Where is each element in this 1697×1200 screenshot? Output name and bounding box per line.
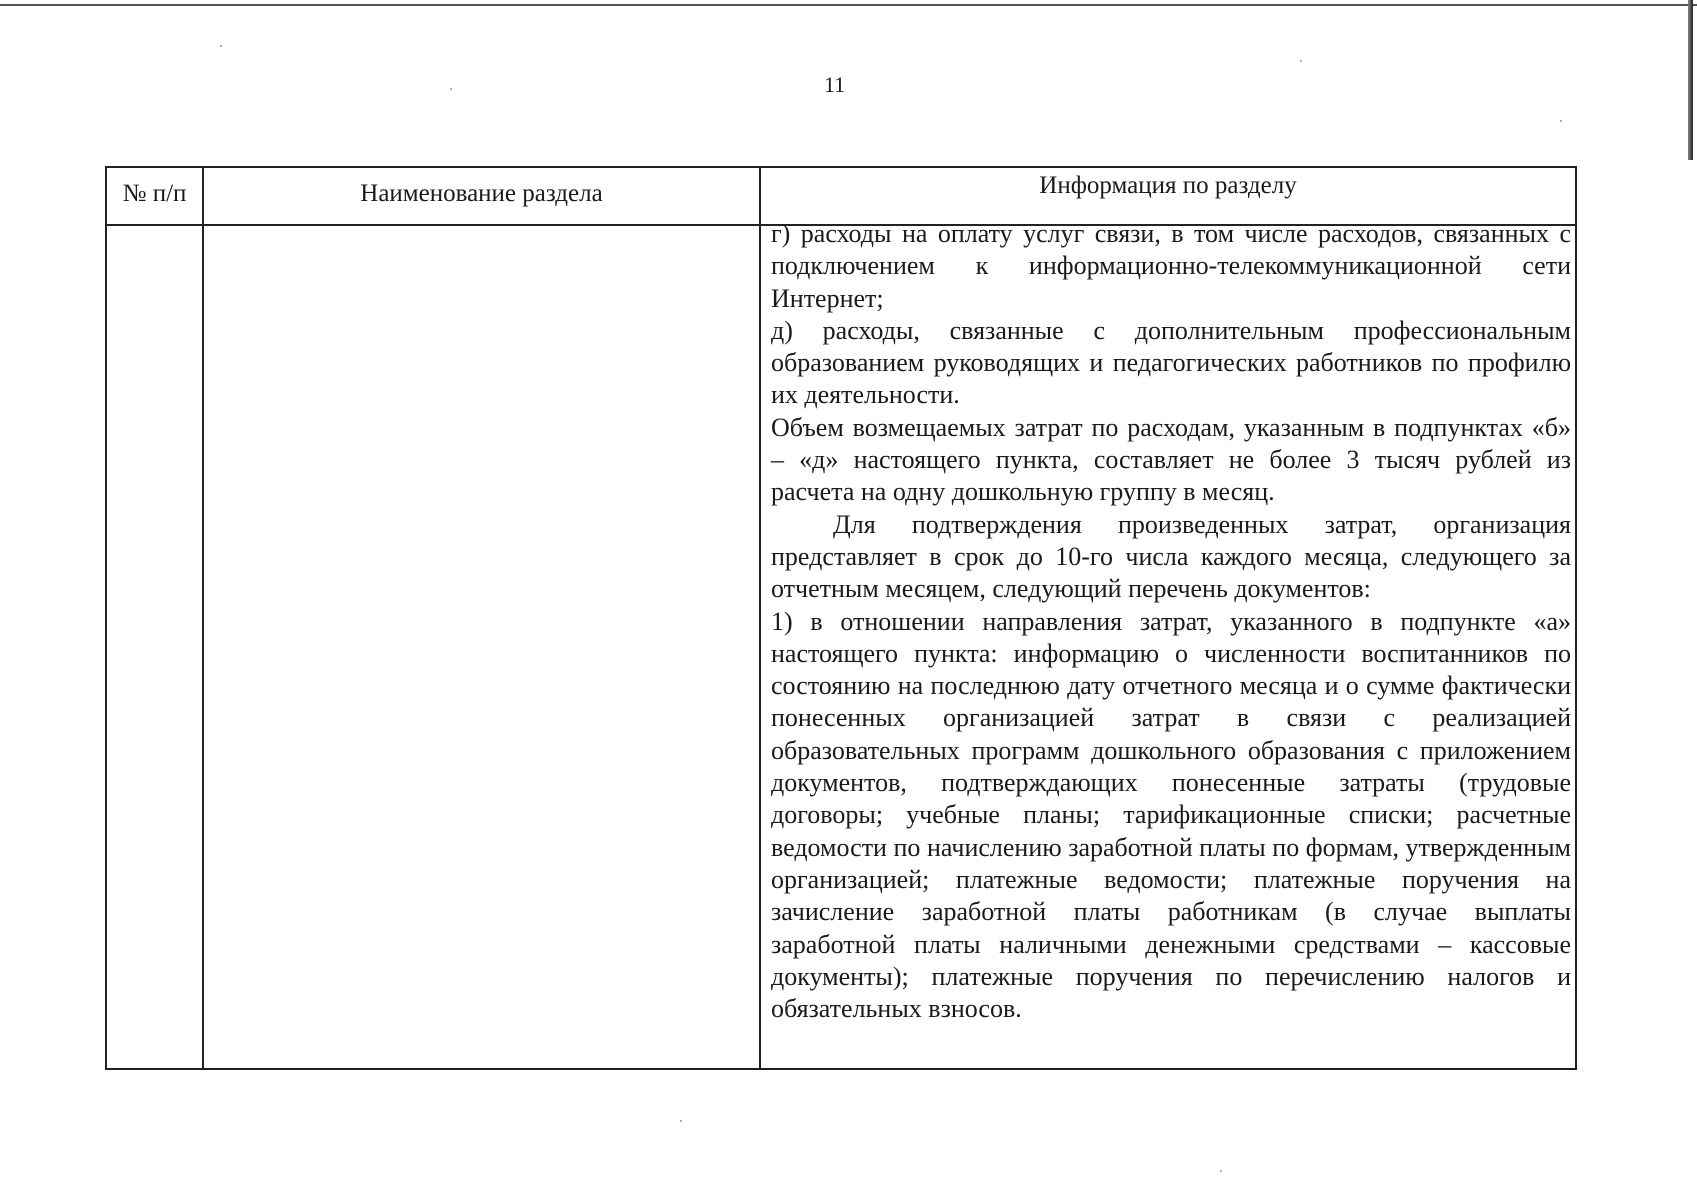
column-divider	[759, 168, 761, 1068]
scan-speck	[1220, 1170, 1222, 1172]
paragraph: Объем возмещаемых затрат по расходам, указанным в подпунктах «б» – «д» настоящего пункта, составляет не более 3 тысяч рублей из расчета на одну дошкольную группу в месяц.	[771, 412, 1571, 507]
document-table	[105, 166, 1577, 1070]
top-border-line	[0, 4, 1697, 6]
header-number: № п/п	[122, 180, 187, 207]
header-section-info: Информация по разделу	[1039, 172, 1297, 199]
header-section-name: Наименование раздела	[360, 180, 603, 207]
section-info-cell	[771, 218, 1571, 1025]
paragraph: 1) в отношении направления затрат, указанного в подпункте «а» настоящего пункта: информацию о численности воспитанников по состоянию на последнюю дату отчетного месяца и о сумме фактически понесенных организацией затрат в связи с реализацией образовательных программ дошкольного образования с приложением документов, подтверждающих понесенные затраты (трудовые договоры; учебные планы; тарификационные списки; расчетные ведомости по начислению заработной платы по формам, утвержденным организацией; платежные ведомости; платежные поручения на зачисление заработной платы работникам (в случае выплаты заработной платы наличными денежными средствами – кассовые документы); платежные поручения по перечислению налогов и обязательных взносов.	[771, 606, 1571, 1024]
paragraph: Для подтверждения произведенных затрат, организация представляет в срок до 10-го числа каждого месяца, следующего за отчетным месяцем, следующий перечень документов:	[771, 509, 1571, 604]
scan-speck	[220, 45, 222, 47]
column-divider	[202, 168, 204, 1068]
paragraph: г) расходы на оплату услуг связи, в том числе расходов, связанных с подключением к информационно-телекоммуникационной сети Интернет;	[771, 219, 1571, 313]
paragraph: д) расходы, связанные с дополнительным профессиональным образованием руководящих и педагогических работников по профилю их деятельности.	[771, 315, 1571, 410]
scan-speck	[450, 88, 452, 90]
scan-speck	[680, 1120, 682, 1122]
scan-speck	[1300, 60, 1302, 62]
page-number: 11	[824, 72, 846, 97]
scan-edge-shadow	[1688, 0, 1693, 160]
scan-speck	[1560, 120, 1562, 122]
